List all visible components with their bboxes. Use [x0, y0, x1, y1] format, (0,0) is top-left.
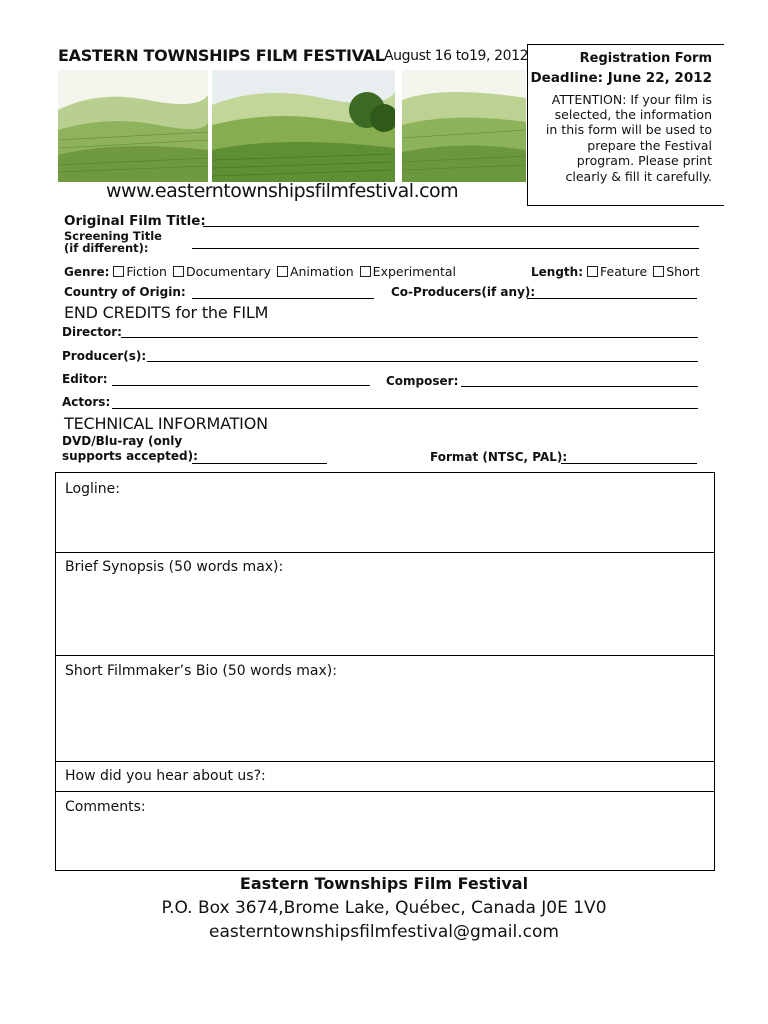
attention-line: prepare the Festival	[587, 138, 712, 153]
hear-label: How did you hear about us?:	[65, 768, 266, 784]
director-label: Director:	[62, 325, 122, 339]
format-label: Format (NTSC, PAL):	[430, 450, 568, 464]
landscape-image-right	[402, 70, 526, 182]
length-row	[531, 264, 700, 279]
genre-row	[64, 264, 462, 279]
synopsis-box[interactable]	[55, 552, 715, 656]
footer-name: Eastern Townships Film Festival	[239, 874, 529, 893]
header-images	[58, 70, 526, 182]
composer-label: Composer:	[386, 374, 459, 388]
screening-title-label: Screening Title (if different):	[64, 229, 162, 255]
footer-address: P.O. Box 3674,Brome Lake, Québec, Canada J0E 1V0	[161, 898, 607, 918]
bio-box[interactable]	[55, 656, 715, 762]
genre-documentary-checkbox[interactable]: Documentary	[173, 264, 271, 279]
composer-field[interactable]	[461, 386, 698, 387]
logline-box[interactable]	[55, 472, 715, 553]
country-label: Country of Origin:	[64, 285, 186, 299]
length-short-checkbox[interactable]: Short	[653, 264, 700, 279]
length-feature-checkbox[interactable]: Feature	[587, 264, 647, 279]
synopsis-label: Brief Synopsis (50 words max):	[65, 559, 284, 575]
attention-line: clearly & fill it carefully.	[565, 169, 712, 184]
attention-line: ATTENTION: If your film is	[551, 92, 712, 107]
original-title-field[interactable]	[203, 226, 699, 227]
end-credits-heading: END CREDITS for the FILM	[64, 303, 269, 322]
coproducers-label: Co-Producers(if any):	[391, 285, 536, 299]
length-label: Length:	[531, 264, 583, 279]
country-field[interactable]	[192, 298, 374, 299]
genre-fiction-checkbox[interactable]: Fiction	[113, 264, 167, 279]
actors-label: Actors:	[62, 395, 111, 409]
bio-label: Short Filmmaker’s Bio (50 words max):	[65, 663, 337, 679]
comments-label: Comments:	[65, 799, 146, 815]
registration-info-box	[527, 44, 724, 206]
genre-label: Genre:	[64, 264, 110, 279]
footer-email[interactable]: easterntownshipsfilmfestival@gmail.com	[209, 922, 559, 942]
attention-line: program. Please print	[576, 153, 712, 168]
logline-label: Logline:	[65, 481, 120, 497]
actors-field[interactable]	[112, 408, 698, 409]
landscape-image-center	[212, 70, 395, 182]
producers-label: Producer(s):	[62, 349, 147, 363]
genre-experimental-checkbox[interactable]: Experimental	[360, 264, 456, 279]
festival-dates: August 16 to19, 2012	[384, 48, 529, 64]
hear-box[interactable]	[55, 762, 715, 792]
attention-line: selected, the information	[554, 107, 712, 122]
director-field[interactable]	[121, 337, 698, 338]
coproducers-field[interactable]	[527, 298, 697, 299]
editor-label: Editor:	[62, 372, 108, 386]
festival-website[interactable]: www.easterntownshipsfilmfestival.com	[106, 180, 459, 202]
original-title-label: Original Film Title:	[64, 213, 206, 229]
form-title: Registration Form	[579, 51, 712, 66]
dvd-label: DVD/Blu-ray (only supports accepted):	[62, 434, 198, 463]
landscape-image-left	[58, 70, 208, 182]
technical-heading: TECHNICAL INFORMATION	[64, 414, 268, 433]
producers-field[interactable]	[147, 361, 698, 362]
format-field[interactable]	[561, 463, 697, 464]
attention-line: in this form will be used to	[545, 122, 712, 137]
deadline: Deadline: June 22, 2012	[530, 70, 712, 86]
comments-box[interactable]	[55, 792, 715, 871]
screening-title-field[interactable]	[192, 248, 699, 249]
editor-field[interactable]	[112, 385, 370, 386]
festival-title: EASTERN TOWNSHIPS FILM FESTIVAL	[58, 46, 385, 65]
dvd-field[interactable]	[192, 463, 327, 464]
genre-animation-checkbox[interactable]: Animation	[277, 264, 354, 279]
